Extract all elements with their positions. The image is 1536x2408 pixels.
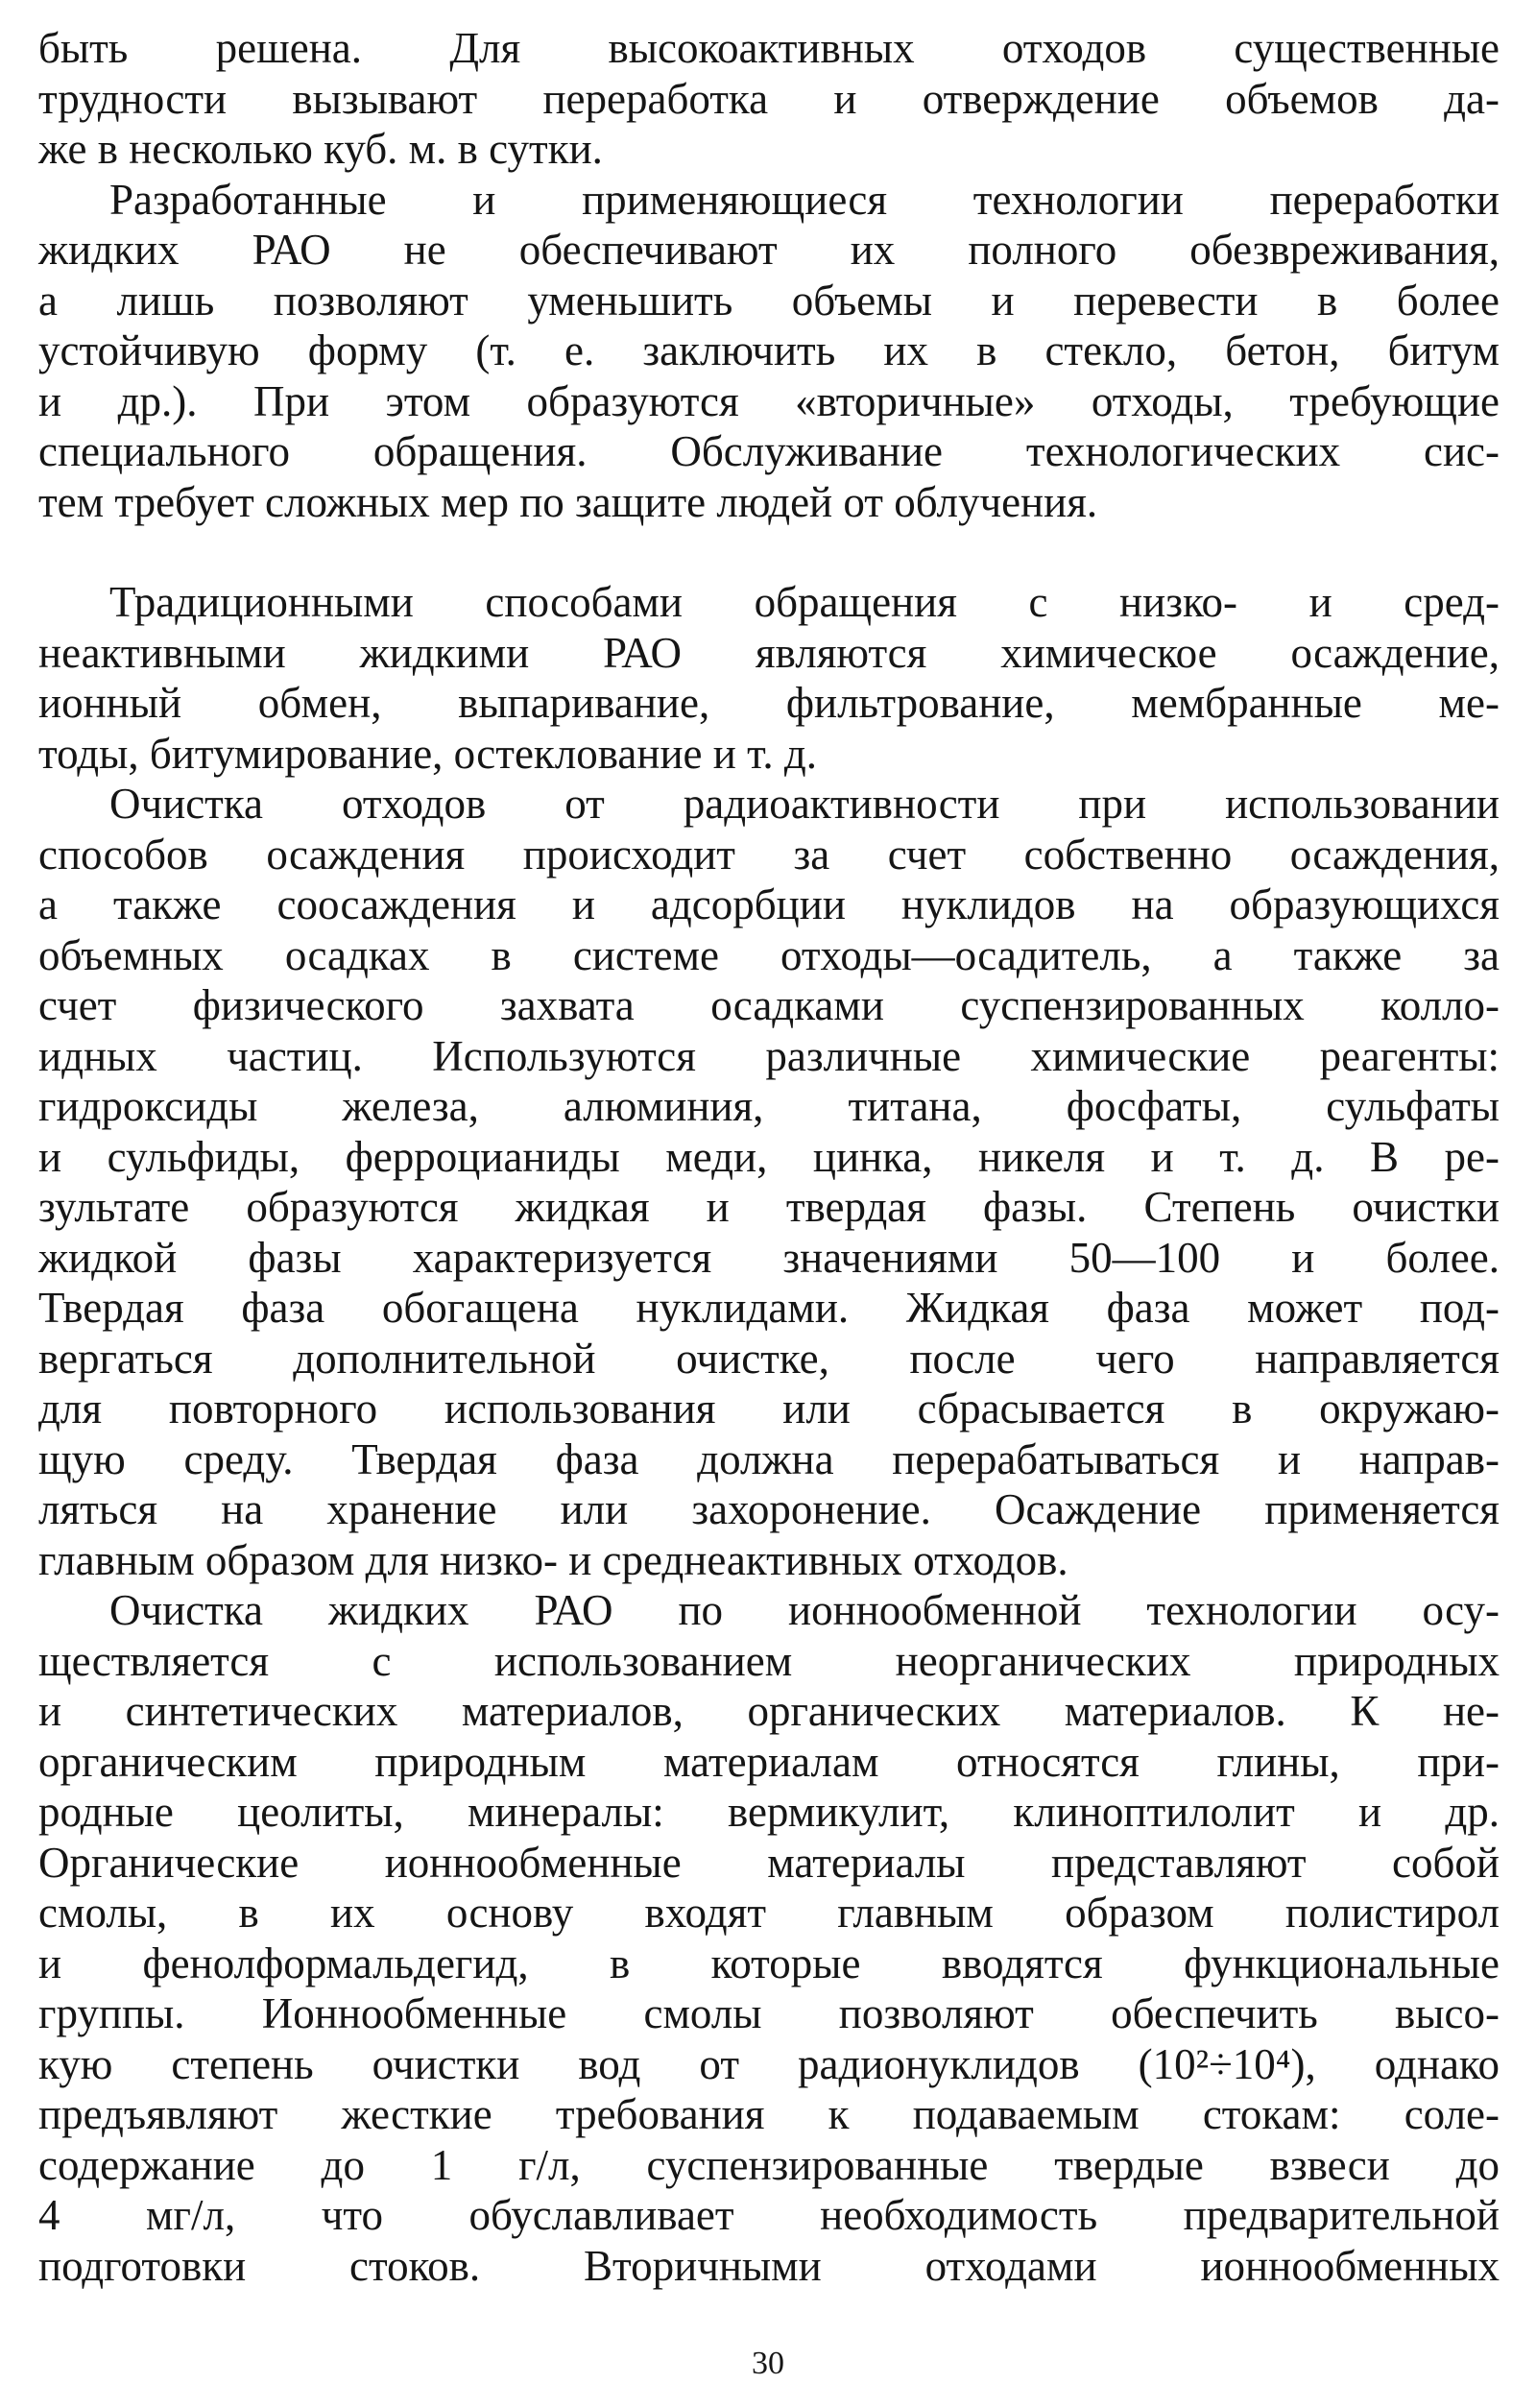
text-line: Органические ионнообменные материалы представляют собой — [38, 1838, 1500, 1887]
page-body — [38, 23, 1500, 2385]
text-line: главным образом для низко- и среднеактивных отходов. — [38, 1535, 1068, 1584]
text-line: счет физического захвата осадками суспензированных колло- — [38, 981, 1500, 1029]
text-line: неактивными жидкими РАО являются химическое осаждение, — [38, 628, 1500, 677]
text-line: 4 мг/л, что обуславливает необходимость предварительной — [38, 2191, 1500, 2239]
text-line: специального обращения. Обслуживание технологических сис- — [38, 427, 1500, 475]
paragraph-precipitation — [38, 779, 1500, 1585]
text-line: трудности вызывают переработка и отверждение объемов да- — [38, 74, 1500, 123]
text-line: Разработанные и применяющиеся технологии переработки — [109, 175, 1500, 224]
text-line: родные цеолиты, минералы: вермикулит, клиноптилолит и др. — [38, 1788, 1500, 1836]
paragraph-traditional-methods — [38, 577, 1500, 779]
text-line: щую среду. Твердая фаза должна перерабатываться и направ- — [38, 1434, 1500, 1483]
text-line: зультате образуются жидкая и твердая фазы. Степень очистки — [38, 1183, 1500, 1231]
text-line: идных частиц. Используются различные химические реагенты: — [38, 1031, 1500, 1080]
text-line: вергаться дополнительной очистке, после чего направляется — [38, 1334, 1500, 1383]
text-line: и фенолформальдегид, в которые вводятся функциональные — [38, 1938, 1500, 1987]
text-line: Твердая фаза обогащена нуклидами. Жидкая фаза может под- — [38, 1284, 1500, 1332]
text-line: а также соосаждения и адсорбции нуклидов на образующихся — [38, 880, 1500, 928]
section-gap — [38, 527, 1500, 577]
text-line: а лишь позволяют уменьшить объемы и перевести в более — [38, 276, 1500, 325]
text-line: Очистка отходов от радиоактивности при использовании — [109, 780, 1500, 828]
text-line: смолы, в их основу входят главным образом полистирол — [38, 1889, 1500, 1937]
text-line: для повторного использования или сбрасывается в окружаю- — [38, 1385, 1500, 1433]
paragraph-ion-exchange — [38, 1585, 1500, 2291]
text-line: способов осаждения происходит за счет собственно осаждения, — [38, 830, 1500, 879]
text-line: и сульфиды, ферроцианиды меди, цинка, никеля и т. д. В ре- — [38, 1132, 1500, 1181]
text-line: объемных осадках в системе отходы—осадитель, а также за — [38, 930, 1500, 979]
text-line: гидроксиды железа, алюминия, титана, фосфаты, сульфаты — [38, 1082, 1500, 1130]
text-line: и др.). При этом образуются «вторичные» отходы, требующие — [38, 376, 1500, 425]
text-line: устойчивую форму (т. е. заключить их в стекло, бетон, битум — [38, 326, 1500, 374]
text-line: подготовки стоков. Вторичными отходами ионнообменных — [38, 2241, 1500, 2290]
paragraph-technologies — [38, 175, 1500, 528]
paragraph-continuation — [38, 23, 1500, 175]
text-line: ионный обмен, выпаривание, фильтрование, мембранные ме- — [38, 679, 1500, 727]
text-line: жидкой фазы характеризуется значениями 50—100 и более. — [38, 1233, 1500, 1282]
text-line: группы. Ионнообменные смолы позволяют обеспечить высо- — [38, 1989, 1500, 2037]
text-line: предъявляют жесткие требования к подаваемым стокам: соле- — [38, 2090, 1500, 2138]
text-line: ществляется с использованием неорганических природных — [38, 1636, 1500, 1685]
text-line: Очистка жидких РАО по ионнообменной технологии осу- — [109, 1586, 1500, 1634]
text-line: тоды, битумирование, остеклование и т. д. — [38, 729, 818, 778]
text-line: органическим природным материалам относятся глины, при- — [38, 1737, 1500, 1786]
text-line: быть решена. Для высокоактивных отходов существенные — [38, 24, 1500, 72]
text-line: Традиционными способами обращения с низко- и сред- — [109, 578, 1500, 626]
page-number: 30 — [752, 2346, 784, 2381]
text-line: содержание до 1 г/л, суспензированные твердые взвеси до — [38, 2140, 1500, 2189]
text-line: кую степень очистки вод от радионуклидов (10²÷10⁴), однако — [38, 2039, 1500, 2088]
text-line: жидких РАО не обеспечивают их полного обезвреживания, — [38, 226, 1500, 274]
text-line: же в несколько куб. м. в сутки. — [38, 125, 603, 173]
text-line: тем требует сложных мер по защите людей от облучения. — [38, 477, 1098, 526]
text-line: и синтетических материалов, органических материалов. К не- — [38, 1687, 1500, 1735]
text-line: ляться на хранение или захоронение. Осаждение применяется — [38, 1485, 1500, 1533]
